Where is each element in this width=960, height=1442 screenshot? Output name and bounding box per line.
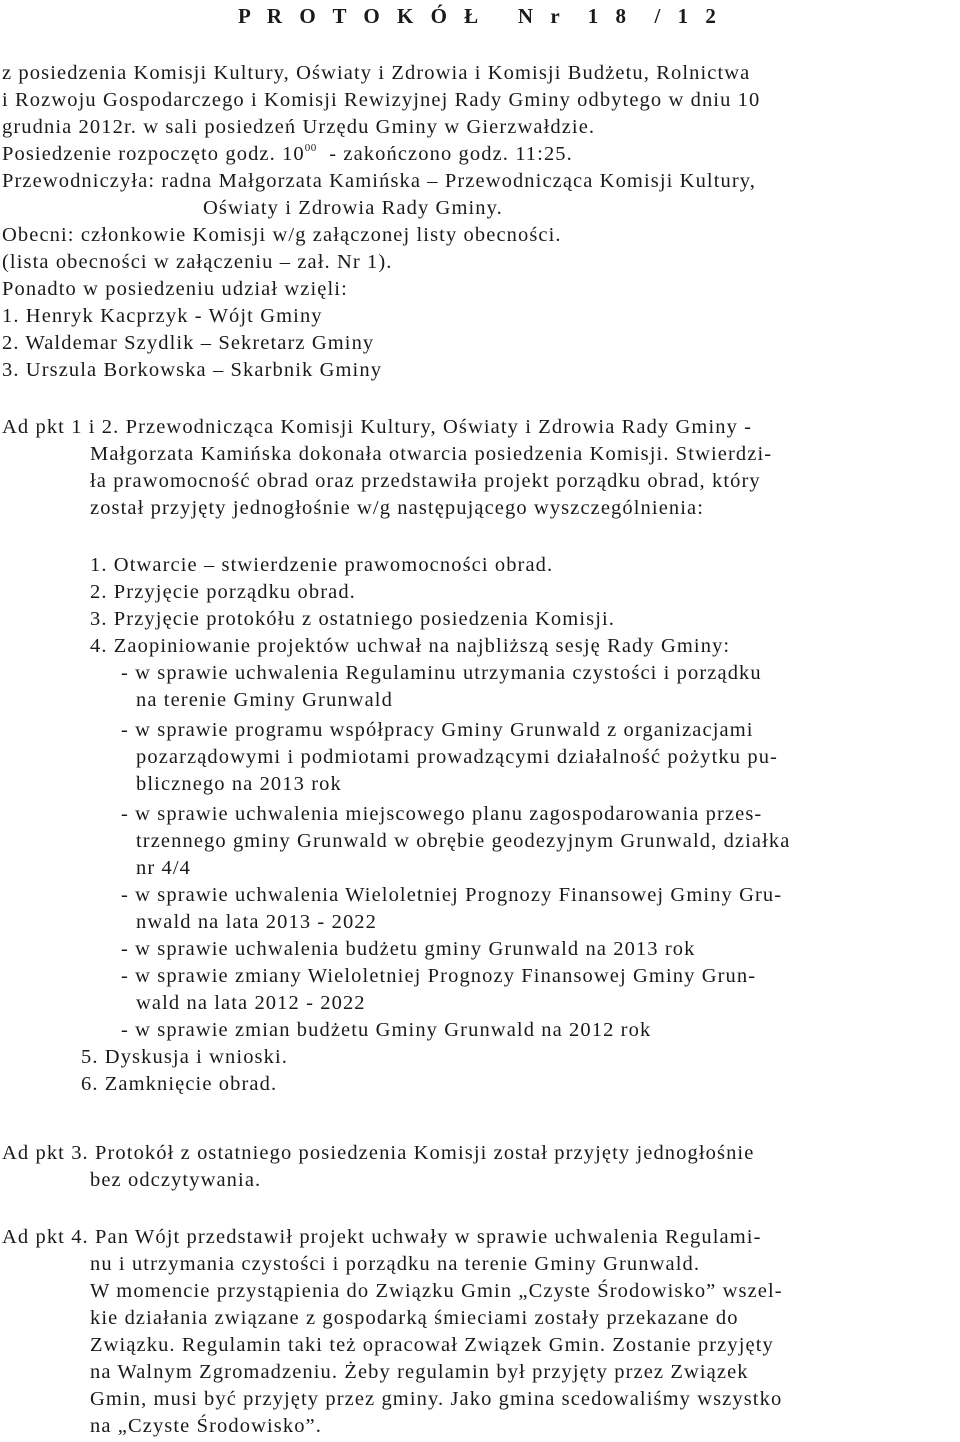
agenda-item: 5. Dyskusja i wnioski.: [81, 1046, 288, 1068]
pkt4-line: W momencie przystąpienia do Związku Gmin „Czyste Środowisko” wszel-: [90, 1280, 783, 1302]
agenda-subitem-line: nwald na lata 2013 - 2022: [136, 911, 377, 933]
agenda-subitem-line: - w sprawie uchwalenia budżetu gminy Grunwald na 2013 rok: [121, 938, 696, 960]
intro-line-1: z posiedzenia Komisji Kultury, Oświaty i Zdrowia i Komisji Budżetu, Rolnictwa: [2, 62, 751, 84]
agenda-item: 4. Zaopiniowanie projektów uchwał na najbliższą sesję Rady Gminy:: [90, 635, 731, 657]
agenda-subitem-line: - w sprawie zmiany Wieloletniej Prognozy Finansowej Gminy Grun-: [121, 965, 757, 987]
guest-item: 1. Henryk Kacprzyk - Wójt Gminy: [2, 305, 323, 327]
pkt12-line-1: Ad pkt 1 i 2. Przewodnicząca Komisji Kultury, Oświaty i Zdrowia Rady Gminy -: [2, 416, 753, 438]
agenda-subitem-line: nr 4/4: [136, 857, 191, 879]
guest-item: 3. Urszula Borkowska – Skarbnik Gminy: [2, 359, 383, 381]
start-time-label: Posiedzenie rozpoczęto godz. 10: [2, 143, 305, 165]
agenda-subitem-line: - w sprawie uchwalenia Wieloletniej Prognozy Finansowej Gminy Gru-: [121, 884, 783, 906]
pkt12-line-3: ła prawomocność obrad oraz przedstawiła projekt porządku obrad, który: [90, 470, 761, 492]
pkt4-line: nu i utrzymania czystości i porządku na terenie Gminy Grunwald.: [90, 1253, 701, 1275]
agenda-item: 6. Zamknięcie obrad.: [81, 1073, 278, 1095]
agenda-subitem-line: - w sprawie programu współpracy Gminy Grunwald z organizacjami: [121, 719, 754, 741]
start-time-superscript: 00: [304, 142, 317, 154]
agenda-subitem-line: - w sprawie uchwalenia miejscowego planu zagospodarowania przes-: [121, 803, 763, 825]
guest-item: 2. Waldemar Szydlik – Sekretarz Gminy: [2, 332, 375, 354]
pkt4-line: na „Czyste Środowisko”.: [90, 1415, 322, 1437]
pkt4-line: na Walnym Zgromadzeniu. Żeby regulamin był przyjęty przez Związek: [90, 1361, 749, 1383]
agenda-subitem-line: na terenie Gminy Grunwald: [136, 689, 393, 711]
pkt12-line-2: Małgorzata Kamińska dokonała otwarcia posiedzenia Komisji. Stwierdzi-: [90, 443, 773, 465]
document-title: P R O T O K Ó Ł N r 1 8 / 1 2: [238, 4, 722, 28]
meeting-time-line: [2, 141, 573, 167]
pkt12-line-4: został przyjęty jednogłośnie w/g następującego wyszczególnienia:: [90, 497, 705, 519]
pkt4-line: Związku. Regulamin taki też opracował Związek Gmin. Zostanie przyjęty: [90, 1334, 774, 1356]
pkt4-line: Gmin, musi być przyjęty przez gminy. Jako gmina scedowaliśmy wszystko: [90, 1388, 783, 1410]
intro-line-3: grudnia 2012r. w sali posiedzeń Urzędu Gminy w Gierzwałdzie.: [2, 116, 596, 138]
pkt4-line: Ad pkt 4. Pan Wójt przedstawił projekt uchwały w sprawie uchwalenia Regulami-: [2, 1226, 762, 1248]
agenda-item: 2. Przyjęcie porządku obrad.: [90, 581, 356, 603]
agenda-subitem-line: pozarządowymi i podmiotami prowadzącymi działalność pożytku pu-: [136, 746, 778, 768]
intro-line-2: i Rozwoju Gospodarczego i Komisji Rewizyjnej Rady Gminy odbytego w dniu 10: [2, 89, 761, 111]
also-present-label: Ponadto w posiedzeniu udział wzięli:: [2, 278, 348, 300]
agenda-subitem-line: blicznego na 2013 rok: [136, 773, 342, 795]
agenda-subitem-line: trzennego gminy Grunwald w obrębie geodezyjnym Grunwald, działka: [136, 830, 791, 852]
end-time-text: - zakończono godz. 11:25.: [316, 143, 573, 165]
present-members-line: Obecni: członkowie Komisji w/g załączonej listy obecności.: [2, 224, 562, 246]
agenda-subitem-line: wald na lata 2012 - 2022: [136, 992, 366, 1014]
agenda-subitem-line: - w sprawie zmian budżetu Gminy Grunwald na 2012 rok: [121, 1019, 652, 1041]
attendance-note: (lista obecności w załączeniu – zał. Nr 1).: [2, 251, 393, 273]
agenda-item: 1. Otwarcie – stwierdzenie prawomocności obrad.: [90, 554, 554, 576]
chair-line-2: Oświaty i Zdrowia Rady Gminy.: [203, 197, 503, 219]
pkt3-line-2: bez odczytywania.: [90, 1169, 262, 1191]
agenda-subitem-line: - w sprawie uchwalenia Regulaminu utrzymania czystości i porządku: [121, 662, 762, 684]
agenda-item: 3. Przyjęcie protokółu z ostatniego posiedzenia Komisji.: [90, 608, 616, 630]
pkt3-line-1: Ad pkt 3. Protokół z ostatniego posiedzenia Komisji został przyjęty jednogłośnie: [2, 1142, 755, 1164]
pkt4-line: kie działania związane z gospodarką śmieciami zostały przekazane do: [90, 1307, 739, 1329]
chair-line-1: Przewodniczyła: radna Małgorzata Kamińska – Przewodnicząca Komisji Kultury,: [2, 170, 757, 192]
